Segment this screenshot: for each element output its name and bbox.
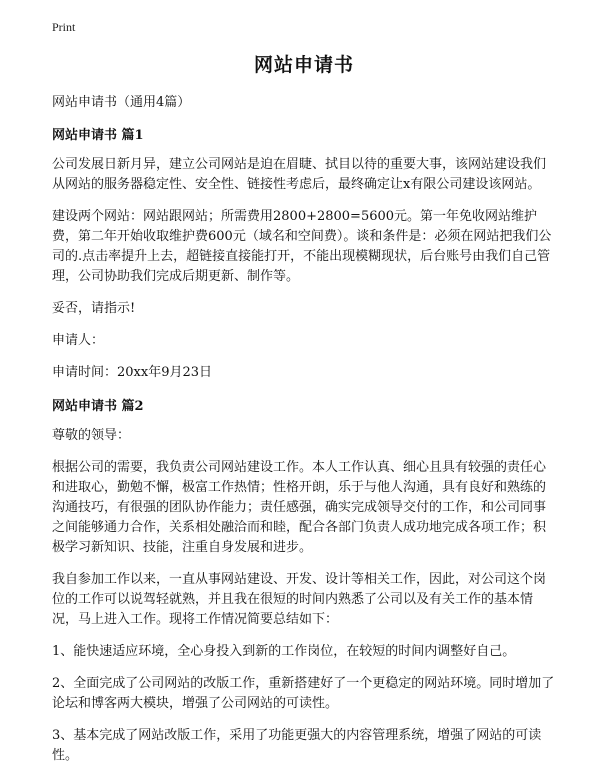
paragraph: 申请人： [52,333,105,348]
paragraph: 建设两个网站：网站跟网站；所需费用2800+2800=5600元。第一年免收网站维护费，第二年开始收取维护费600元（域名和空间费）。谈和条件是：必须在网站把我们公司的.点击率提升上去，超链接直接能打开，不能出现模糊现状，后台账号由我们自己管理，公司协助我们完成后期更新、制作等。 [52,209,552,284]
document-body [52,50,556,778]
section-heading: 网站申请书 篇2 [52,399,144,414]
paragraph: 根据公司的需要，我负责公司网站建设工作。本人工作认真、细心且具有较强的责任心和进取心，勤勉不懈，极富工作热情；性格开朗，乐于与他人沟通，具有良好和熟练的沟通技巧，有很强的团队协作能力；责任感强，确实完成领导交付的工作，和公司同事之间能够通力合作，关系相处融洽而和睦，配合各部门负责人成功地完成各项工作；积极学习新知识、技能，注重自身发展和进步。 [52,460,547,555]
section-1 [52,124,556,383]
paragraph: 2、全面完成了公司网站的改版工作，重新搭建好了一个更稳定的网站环境。同时增加了论坛和博客两大模块，增强了公司网站的可读性。 [52,676,555,711]
section-heading: 网站申请书 篇1 [52,128,144,143]
paragraph: 我自参加工作以来，一直从事网站建设、开发、设计等相关工作，因此，对公司这个岗位的工作可以说驾轻就熟，并且我在很短的时间内熟悉了公司以及有关工作的基本情况，马上进入工作。现将工作情况简要总结如下： [52,572,547,627]
paragraph: 公司发展日新月异，建立公司网站是迫在眉睫、拭目以待的重要大事，该网站建设我们从网站的服务器稳定性、安全性、链接性考虑后，最终确定让x有限公司建设该网站。 [52,157,547,192]
section-2 [52,395,556,766]
paragraph: 尊敬的领导： [52,428,131,443]
paragraph: 妥否，请指示! [52,301,136,316]
page-title: 网站申请书 [253,54,354,76]
paragraph: 1、能快速适应环境，全心身投入到新的工作岗位，在较短的时间内调整好自己。 [52,644,516,659]
paragraph: 申请时间：20xx年9月23日 [52,365,213,380]
print-link[interactable]: Print [52,20,76,34]
paragraph: 3、基本完成了网站改版工作，采用了功能更强大的内容管理系统，增强了网站的可读性。 [52,728,542,763]
document-subtitle: 网站申请书（通用4篇） [52,95,191,110]
